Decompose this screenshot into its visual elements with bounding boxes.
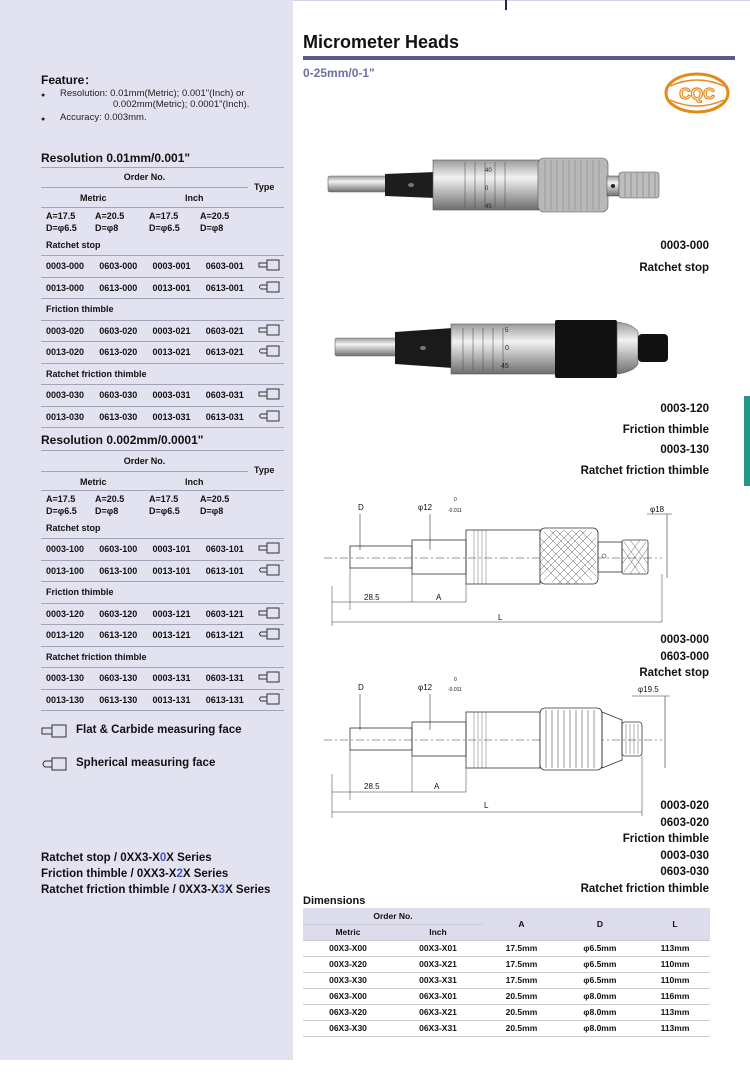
dim-d: D=φ8 [95,506,119,516]
title-underline [303,56,735,60]
divider [41,187,248,188]
cell: 20.5mm [483,1020,560,1036]
group-label: Friction thimble [41,582,284,604]
feature-heading: Feature： [41,73,97,87]
dim-tolerance-lower: -0.011 [448,687,462,693]
cell: 0603-001 [201,256,254,278]
cell: 0613-021 [201,342,254,364]
cell: 110mm [640,972,710,988]
caption-line: 0003-020 [660,800,709,812]
cell: 0603-030 [94,385,147,407]
caption-line: 0603-030 [660,866,709,878]
cell: 17.5mm [483,940,560,956]
caption-line: 0003-120 [660,403,709,415]
thimble-scale-label: 0 [505,345,509,352]
divider [41,450,284,451]
cell: 0603-131 [201,668,254,690]
table-row [41,668,284,690]
cell: 0613-130 [94,689,147,711]
cell: 0003-130 [41,668,94,690]
caption-line: Ratchet friction thimble [580,882,709,895]
series-highlight: 2 [176,868,183,880]
dim-a: A=17.5 [149,494,179,504]
order-no-header: Order No. [303,908,483,924]
cell: 06X3-X01 [393,988,483,1004]
table-row [41,320,284,342]
series-text: Ratchet stop / 0XX3-X [41,852,160,864]
flat-face-icon [254,539,284,561]
table-row [303,956,710,972]
feature-item: 0.002mm(Metric); 0.0001"(Inch). [113,99,250,110]
cell: 0603-130 [94,668,147,690]
thimble-scale-label: 45 [485,204,492,210]
dim-label-phi-outer: φ18 [650,505,665,514]
dim-label-l: L [484,801,489,810]
table-row [41,277,284,299]
cell: φ8.0mm [560,1004,640,1020]
group-label: Ratchet stop [41,517,284,539]
cell: 110mm [640,956,710,972]
dim-a: A=20.5 [95,494,125,504]
caption-line: Ratchet stop [639,261,709,274]
cell: φ8.0mm [560,1020,640,1036]
cell: 0013-120 [41,625,94,647]
dims-cell [200,210,229,234]
dim-label-length: 28.5 [364,593,380,602]
dim-tolerance-lower: -0.011 [448,508,462,514]
dim-d: D=φ8 [200,506,224,516]
order-no-label: Order No. [123,172,166,182]
dim-label-phi12: φ12 [418,683,433,692]
cell: 0003-000 [41,256,94,278]
caption-2 [581,401,709,479]
cell: 113mm [640,940,710,956]
dim-d: D=φ8 [200,223,224,233]
cell: φ8.0mm [560,988,640,1004]
cell: 0613-031 [201,406,254,428]
thimble-scale-label: 0 [485,186,489,192]
table-row [41,342,284,364]
type-label: Type [254,182,275,192]
caption-line: 0003-000 [660,240,709,252]
cell: 0003-030 [41,385,94,407]
cell: 00X3-X20 [303,956,393,972]
cell: 06X3-X00 [303,988,393,1004]
feature-item: Resolution: 0.01mm(Metric); 0.001"(Inch) or [60,88,245,99]
cell: 0603-021 [201,320,254,342]
cell: 00X3-X21 [393,956,483,972]
caption-line: 0603-020 [660,816,709,829]
dim-a: A=17.5 [46,211,76,221]
flat-face-icon [254,668,284,690]
cell: 113mm [640,1020,710,1036]
col-a-header: A [483,908,560,940]
metric-label: Metric [80,193,107,203]
cell: 0603-020 [94,320,147,342]
side-tab-marker [744,396,750,486]
col-l-header: L [640,908,710,940]
cell: 116mm [640,988,710,1004]
spherical-face-icon [254,560,284,582]
thimble-scale-label: 5 [505,328,509,334]
flat-face-icon [254,320,284,342]
measuring-range: 0-25mm/0-1" [303,66,375,80]
cell: 0613-121 [201,625,254,647]
technical-drawing-ratchet-stop [322,490,682,630]
spherical-face-icon [254,277,284,299]
series-line [41,882,270,898]
caption-line: 0603-000 [660,650,709,663]
cell: 0003-101 [148,539,201,561]
page-title: Micrometer Heads [303,32,460,52]
cell: 0613-120 [94,625,147,647]
cell: 06X3-X31 [393,1020,483,1036]
dims-cell [95,493,124,517]
cell: 06X3-X30 [303,1020,393,1036]
spherical-face-icon [254,689,284,711]
spherical-face-icon [254,625,284,647]
cell: 0603-121 [201,603,254,625]
series-text: X Series [182,868,229,880]
cell: 0013-000 [41,277,94,299]
top-tick-mark [505,0,507,10]
cell: 0013-130 [41,689,94,711]
table-row [41,385,284,407]
table-row [41,625,284,647]
divider [41,471,248,472]
inch-label: Inch [185,193,204,203]
table-row [303,1020,710,1036]
flat-face-icon [254,385,284,407]
metric-label: Metric [80,477,107,487]
group-label: Ratchet stop [41,234,284,256]
dimensions-table [303,908,710,1037]
cell: 0603-101 [201,539,254,561]
series-list [41,850,270,898]
cell: 0613-001 [201,277,254,299]
series-text: X Series [166,852,212,864]
caption-line: 0003-130 [660,444,709,456]
cell: 0013-021 [148,342,201,364]
feature-item: Accuracy: 0.003mm. [60,112,147,123]
cell: 0013-131 [148,689,201,711]
dim-d: D=φ6.5 [149,506,180,516]
cell: 0613-020 [94,342,147,364]
table1-body [41,234,284,428]
table-row [41,603,284,625]
dim-d: D=φ6.5 [46,223,77,233]
dim-a: A=20.5 [200,211,230,221]
series-text: X Series [225,884,271,896]
table-row [303,972,710,988]
cell: φ6.5mm [560,972,640,988]
dim-label-phi-outer: φ19.5 [638,685,659,694]
dim-d: D=φ8 [95,223,119,233]
caption-line: Friction thimble [622,833,709,845]
dim-d: D=φ6.5 [46,506,77,516]
cell: 0603-100 [94,539,147,561]
caption-1 [639,238,709,276]
type-label: Type [254,465,275,475]
spherical-face-icon [254,342,284,364]
cell: φ6.5mm [560,956,640,972]
col-d-header: D [560,908,640,940]
group-label: Friction thimble [41,299,284,321]
series-text: Ratchet friction thimble / 0XX3-X [41,884,219,896]
dim-label-d: D [358,683,364,692]
divider [41,167,284,168]
cell: 0013-031 [148,406,201,428]
product-photo-ratchet-stop [325,152,665,218]
order-no-label: Order No. [123,456,166,466]
cell: 00X3-X01 [393,940,483,956]
cell: 0003-001 [148,256,201,278]
table-row [41,560,284,582]
cell: 00X3-X00 [303,940,393,956]
dim-label-l: L [498,613,503,622]
table-row [303,1004,710,1020]
dims-cell [95,210,124,234]
cell: 0003-121 [148,603,201,625]
dim-tolerance-upper: 0 [454,677,457,683]
dim-a: A=17.5 [46,494,76,504]
caption-4 [581,798,709,897]
logo-text: CQC [679,86,715,103]
cell: 0003-100 [41,539,94,561]
thimble-scale-label: 40 [485,168,492,174]
cell: 0013-121 [148,625,201,647]
cell: φ6.5mm [560,940,640,956]
cell: 17.5mm [483,956,560,972]
table2-body [41,517,284,711]
cell: 06X3-X21 [393,1004,483,1020]
cell: 0013-001 [148,277,201,299]
metric-header: Metric [303,924,393,940]
cell: 0013-100 [41,560,94,582]
table-row [303,940,710,956]
caption-line: Ratchet stop [639,667,709,679]
spherical-face-icon [254,406,284,428]
legend-flat-label: Flat & Carbide measuring face [76,724,242,736]
divider [41,207,284,208]
product-photo-friction-thimble [333,316,673,380]
cell: 0003-021 [148,320,201,342]
dimensions-heading: Dimensions [303,895,366,907]
cell: 0003-031 [148,385,201,407]
cell: 0603-120 [94,603,147,625]
cell: 0013-020 [41,342,94,364]
series-line [41,866,270,882]
cell: 0013-101 [148,560,201,582]
top-rule [293,0,750,1]
cell: 00X3-X31 [393,972,483,988]
flat-face-icon [254,256,284,278]
cell: 0013-030 [41,406,94,428]
table-row [41,406,284,428]
series-highlight: 3 [218,884,226,896]
cell: 06X3-X20 [303,1004,393,1020]
series-line [41,850,270,866]
divider [41,490,284,491]
spherical-face-icon [41,757,67,776]
dim-label-a: A [434,782,440,791]
thimble-scale-label: 45 [501,363,509,370]
dims-cell [149,493,180,517]
series-text: Friction thimble / 0XX3-X [41,868,177,880]
table1-heading: Resolution 0.01mm/0.001" [41,151,191,165]
cqc-logo [664,72,730,114]
dims-cell [200,493,229,517]
cell: 0613-101 [201,560,254,582]
dims-cell [46,493,77,517]
cell: 0603-000 [94,256,147,278]
cell: 00X3-X30 [303,972,393,988]
flat-face-icon [41,724,67,743]
dim-label-d: D [358,503,364,512]
dim-label-length: 28.5 [364,782,380,791]
dims-cell [46,210,77,234]
flat-face-icon [254,603,284,625]
cell: 0003-020 [41,320,94,342]
feature-bullet: ● [41,92,46,99]
table-row [41,689,284,711]
table-row [41,256,284,278]
cell: 0613-131 [201,689,254,711]
dim-a: A=20.5 [95,211,125,221]
caption-line: 0003-000 [660,634,709,646]
cell: 0603-031 [201,385,254,407]
cell: 0613-030 [94,406,147,428]
cell: 17.5mm [483,972,560,988]
cell: 20.5mm [483,1004,560,1020]
cell: 0613-000 [94,277,147,299]
group-label: Ratchet friction thimble [41,646,284,668]
inch-label: Inch [185,477,204,487]
series-highlight: 0 [159,852,167,864]
dim-label-a: A [436,593,442,602]
dims-cell [149,210,180,234]
caption-line: 0003-030 [660,849,709,862]
table2-heading: Resolution 0.002mm/0.0001" [41,433,204,447]
group-label: Ratchet friction thimble [41,363,284,385]
cell: 20.5mm [483,988,560,1004]
dim-label-phi12: φ12 [418,503,433,512]
cell: 0003-131 [148,668,201,690]
legend-spherical-label: Spherical measuring face [76,757,216,769]
dim-d: D=φ6.5 [149,223,180,233]
cell: 0003-120 [41,603,94,625]
table-header [303,908,710,924]
table-row [303,988,710,1004]
cell: 0613-100 [94,560,147,582]
dim-tolerance-upper: 0 [454,497,457,503]
left-panel-footer-gap [0,1060,293,1074]
caption-line: Friction thimble [622,423,709,436]
dim-a: A=17.5 [149,211,179,221]
table-row [41,539,284,561]
inch-header: Inch [393,924,483,940]
caption-line: Ratchet friction thimble [580,464,709,477]
dim-a: A=20.5 [200,494,230,504]
cell: 113mm [640,1004,710,1020]
feature-bullet: ● [41,116,46,123]
